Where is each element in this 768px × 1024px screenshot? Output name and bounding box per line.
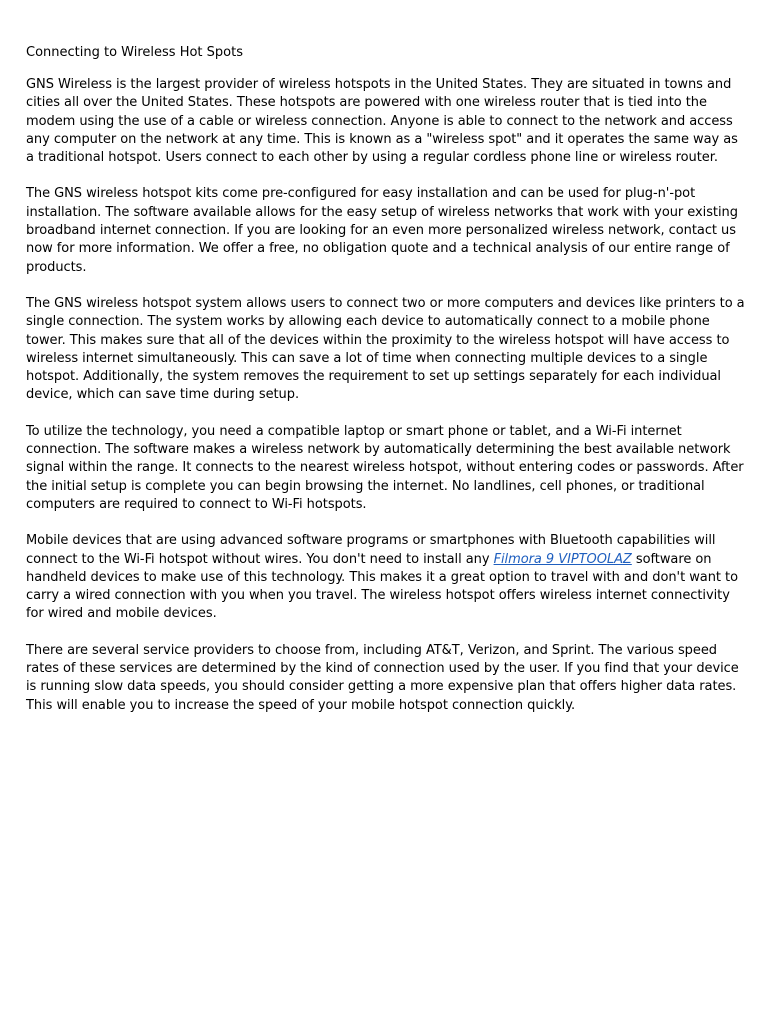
paragraph-5-text-after: software on handheld devices to make use of this technology. This makes it a great option to travel with and don't want to carry a wired connection with you when you travel. The wireless hotspot offers wireless internet connectivity for wired and mobile devices.: [26, 551, 738, 622]
paragraph-4: To utilize the technology, you need a compatible laptop or smart phone or tablet, and a Wi-Fi internet connection. The software makes a wireless network by automatically determining the best available network signal within the range. It connects to the nearest wireless hotspot, without entering codes or passwords. After the initial setup is complete you can begin browsing the internet. No landlines, cell phones, or traditional computers are required to connect to Wi-Fi hotspots.: [26, 423, 744, 512]
paragraph-3: The GNS wireless hotspot system allows users to connect two or more computers and devices like printers to a single connection. The system works by allowing each device to automatically connect to a mobile phone tower. This makes sure that all of the devices within the proximity to the wireless hotspot will have access to wireless internet simultaneously. This can save a lot of time when connecting multiple devices to a single hotspot. Additionally, the system removes the requirement to set up settings separately for each individual device, which can save time during setup.: [26, 295, 745, 403]
paragraph-5-text-before: Mobile devices that are using advanced software programs or smartphones with Bluetooth capabilities will connect to the Wi-Fi hotspot without wires. You don't need to install any: [26, 533, 716, 567]
paragraph-2: The GNS wireless hotspot kits come pre-configured for easy installation and can be used for plug-n'-pot installation. The software available allows for the easy setup of wireless networks that work with your existing broadband internet connection. If you are looking for an even more personalized wireless network, contact us now for more information. We offer a free, no obligation quote and a technical analysis of our entire range of products.: [26, 186, 738, 275]
document-page: [26, 44, 746, 733]
document-title: Connecting to Wireless Hot Spots: [26, 45, 243, 60]
paragraph-6: There are several service providers to choose from, including AT&T, Verizon, and Sprint. The various speed rates of these services are determined by the kind of connection used by the user. If you find that your device is running slow data speeds, you should consider getting a more expensive plan that offers higher data rates. This will enable you to increase the speed of your mobile hotspot connection quickly.: [26, 642, 739, 713]
filmora-link[interactable]: Filmora 9 VIPTOOLAZ: [493, 551, 632, 567]
paragraph-1: GNS Wireless is the largest provider of wireless hotspots in the United States. They are situated in towns and cities all over the United States. These hotspots are powered with one wireless router that is tied into the modem using the use of a cable or wireless connection. Anyone is able to connect to the network and access any computer on the network at any time. This is known as a "wireless spot" and it operates the same way as a traditional hotspot. Users connect to each other by using a regular cordless phone line or wireless router.: [26, 77, 738, 166]
paragraph-5: [26, 532, 746, 623]
